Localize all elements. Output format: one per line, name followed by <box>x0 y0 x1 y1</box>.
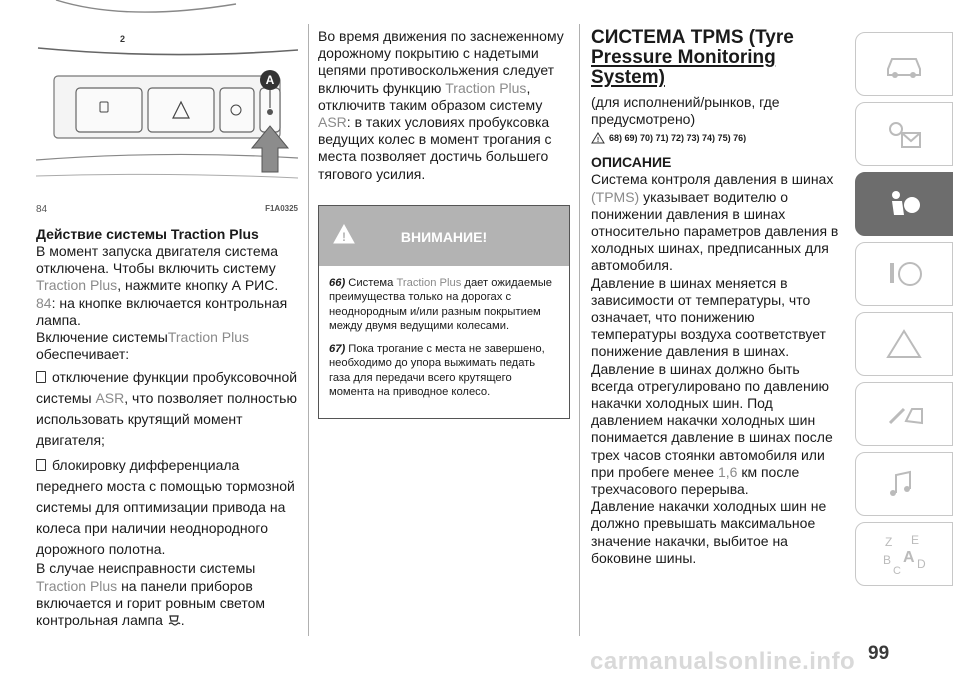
figure-number: 84 <box>36 204 48 215</box>
paragraph: Система контроля давления в шинах (TPMS) указывает водителю о понижении давления в шинах относительно параметров давления в холодных шинах, предписанных для автомобиля. <box>591 171 839 274</box>
list-item: отключение функции пробуксовочной системы ASR, что позволяет полностью использовать крутящий момент двигателя; <box>36 369 298 449</box>
warning-box <box>318 205 570 419</box>
tab-index[interactable] <box>855 522 953 586</box>
list-item: блокировку дифференциала переднего моста с помощью тормозной системы для оптимизации привода на колеса при наличии неоднородного дорожного полотна. <box>36 457 295 558</box>
column-right <box>591 28 841 567</box>
watermark: carmanualsonline.info <box>590 648 856 675</box>
column-divider <box>308 24 309 636</box>
tab-car[interactable] <box>855 32 953 96</box>
tab-emergency[interactable] <box>855 312 953 376</box>
section-heading: ОПИСАНИЕ <box>591 154 672 171</box>
road-warning-icon <box>882 327 926 361</box>
paragraph: Давление в шинах должно быть всегда отрегулировано по давлению накачки холодных шин. Под давлением накачки холодных шин понимается давление в шинах после трех часов стоянки автомобиля или при пробеге менее 1,6 км после трехчасового перерыва. <box>591 360 833 498</box>
subtitle: (для исполнений/рынков, где предусмотрено) <box>591 94 780 128</box>
index-abc-icon <box>879 532 929 576</box>
figure-code: F1A0325 <box>265 204 298 213</box>
svg-text:E: E <box>911 533 920 547</box>
paragraph: Включение системыTraction Plus обеспечивает: <box>36 329 250 363</box>
car-icon <box>882 49 926 79</box>
tab-safety[interactable] <box>855 172 953 236</box>
svg-text:D: D <box>917 557 926 571</box>
svg-text:B: B <box>883 553 892 567</box>
column-middle <box>318 28 570 419</box>
tab-maintenance[interactable] <box>855 382 953 446</box>
figure-label-a: A <box>265 73 275 87</box>
paragraph: В момент запуска двигателя система отключена. Чтобы включить систему Traction Plus, нажмите кнопку А РИС. 84: на кнопке включается контрольная лампа. <box>36 243 288 328</box>
page-title: СИСТЕМА TPMS (Tyre Pressure Monitoring System) <box>591 27 794 88</box>
svg-text:!: ! <box>596 137 600 145</box>
paragraph: Давление в шинах меняется в зависимости от температуры, что означает, что понижению температуры воздуха соответствует понижение давления в шинах. <box>591 274 826 360</box>
traction-warning-lamp-icon <box>167 613 181 627</box>
music-nav-icon <box>882 467 926 501</box>
tab-warning-lights[interactable] <box>855 102 953 166</box>
paragraph: В случае неисправности системы Traction Plus на панели приборов включается и горит ровным светом контрольная лампа . <box>36 560 265 629</box>
paragraph: Во время движения по заснеженному дорожному покрытию с надетыми цепями противоскольжения следует включить функцию Traction Plus, отключитв таким образом систему ASR: в таких условиях пробуксовка ведущих колес в момент трогания с места позволяет достичь большего тягового усилия. <box>318 28 564 182</box>
figure-84 <box>36 0 298 215</box>
paragraph: Давление накачки холодных шин не должно превышать максимальное значение накачки, выбитое на боковине шины. <box>591 498 827 566</box>
warning-header <box>319 206 569 266</box>
svg-text:Z: Z <box>885 535 893 549</box>
tab-starting[interactable] <box>855 242 953 306</box>
warning-note: 66) Система Traction Plus дает ожидаемые преимущества только на дорогах с неоднородным и/или разным покрытием между двумя ведущими колесами. <box>329 276 553 333</box>
checkbox-bullet-icon <box>36 371 46 383</box>
svg-text:!: ! <box>342 229 346 244</box>
safety-airbag-icon <box>882 187 926 221</box>
checkbox-bullet-icon <box>36 459 46 471</box>
svg-text:C: C <box>893 565 901 576</box>
warning-title: ВНИМАНИЕ! <box>400 228 488 245</box>
section-heading: Действие системы Traction Plus <box>36 226 259 242</box>
warning-note: 67) Пока трогание с места не завершено, необходимо до упора выжимать педать газа для передачи всего крутящего момента на приводное колесо. <box>329 342 545 399</box>
dashboard-button-illustration <box>36 0 298 196</box>
key-steering-icon <box>882 257 926 291</box>
side-tabs <box>855 32 953 592</box>
references: ! 68) 69) 70) 71) 72) 73) 74) 75) 76) <box>591 132 841 144</box>
svg-text:A: A <box>903 549 915 566</box>
warning-triangle-icon <box>591 132 605 144</box>
column-divider <box>579 24 580 636</box>
column-left <box>36 0 298 629</box>
dial-mark: 2 <box>120 34 126 44</box>
tab-multimedia[interactable] <box>855 452 953 516</box>
warning-lights-icon <box>882 117 926 151</box>
wrench-car-icon <box>882 397 926 431</box>
page-number: 99 <box>868 643 890 664</box>
